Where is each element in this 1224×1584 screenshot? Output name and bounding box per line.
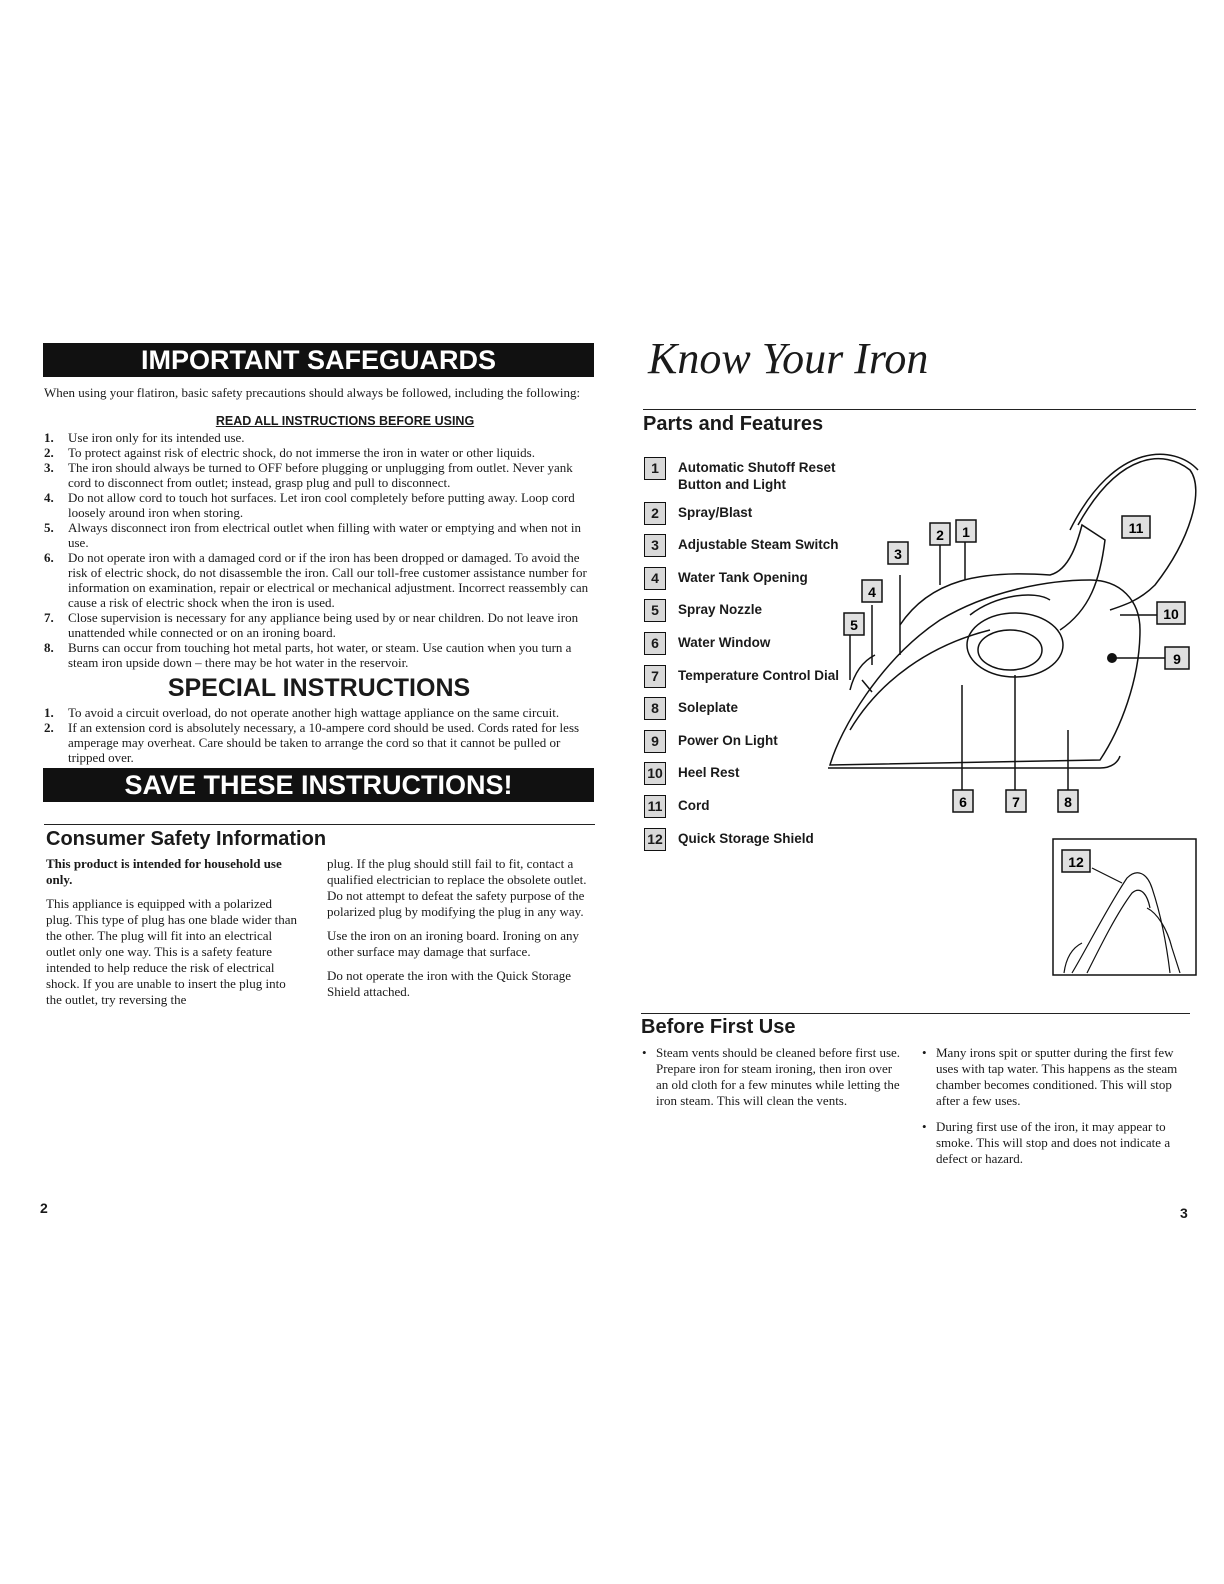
list-item: 11 Cord — [644, 795, 844, 828]
list-item: 4. Do not allow cord to touch hot surfaces. Let iron cool completely before putting away. Loop cord loosely around iron when storing. — [44, 490, 575, 520]
list-item: 8. Burns can occur from touching hot metal parts, hot water, or steam. Use caution when you turn a steam iron upside down – there may be hot water in the reservoir. — [44, 640, 572, 670]
divider — [641, 1013, 1190, 1014]
part-number-badge: 1 — [644, 457, 666, 480]
callout-2: 2 — [936, 527, 944, 543]
part-number-badge: 12 — [644, 828, 666, 851]
part-number-badge: 5 — [644, 599, 666, 622]
page-title: Know Your Iron — [648, 334, 929, 383]
list-item: 1 Automatic Shutoff Reset Button and Light — [644, 457, 844, 490]
list-item: 2. If an extension cord is absolutely necessary, a 10-ampere cord should be used. Cords rated for less amperage may overheat. Care should be taken to arrange the cord so that it cannot be pulled or tripped over. — [44, 720, 580, 765]
list-item: 10 Heel Rest — [644, 762, 844, 795]
part-number-badge: 4 — [644, 567, 666, 590]
list-item: 2 Spray/Blast — [644, 502, 844, 535]
callout-10: 10 — [1163, 606, 1179, 622]
divider — [44, 824, 595, 825]
storage-shield-diagram — [1052, 838, 1197, 976]
part-number-badge: 11 — [644, 795, 666, 818]
divider — [643, 409, 1196, 410]
before-col-1 — [642, 1045, 907, 1119]
list-item: 2. To protect against risk of electric shock, do not immerse the iron in water or other liquids. — [44, 445, 535, 460]
list-item: 6. Do not operate iron with a damaged cord or if the iron has been dropped or damaged. To avoid the risk of electric shock, do not disassemble the iron. Call our toll-free customer assistance number for information on examination, repair or electrical or mechanical adjustment. Incorrect reassembly can cause a risk of electric shock when the iron is used. — [44, 550, 589, 610]
safeguards-intro: When using your flatiron, basic safety precautions should always be followed, including the following: — [44, 385, 581, 400]
list-item: 3 Adjustable Steam Switch — [644, 534, 844, 567]
list-item: 8 Soleplate — [644, 697, 844, 730]
page-number-left: 2 — [40, 1200, 48, 1216]
list-item: 9 Power On Light — [644, 730, 844, 763]
callout-9: 9 — [1173, 651, 1181, 667]
part-number-badge: 6 — [644, 632, 666, 655]
callout-6: 6 — [959, 794, 967, 810]
paragraph: This product is intended for household use only. — [46, 856, 282, 887]
callout-3: 3 — [894, 546, 902, 562]
page-number-right: 3 — [1180, 1205, 1188, 1221]
part-number-badge: 9 — [644, 730, 666, 753]
consumer-col-1 — [46, 856, 298, 1016]
list-item: 1. To avoid a circuit overload, do not operate another high wattage appliance on the same circuit. — [44, 705, 560, 720]
read-all-instructions: READ ALL INSTRUCTIONS BEFORE USING — [215, 414, 475, 428]
list-item: 6 Water Window — [644, 632, 844, 665]
callout-11: 11 — [1128, 520, 1144, 536]
part-number-badge: 7 — [644, 665, 666, 688]
parts-list — [644, 457, 844, 860]
before-col-2 — [922, 1045, 1187, 1177]
list-item: 7. Close supervision is necessary for any appliance being used by or near children. Do not leave iron unattended while connected or on an ironing board. — [44, 610, 579, 640]
special-instructions-heading: SPECIAL INSTRUCTIONS — [167, 674, 471, 702]
consumer-safety-heading: Consumer Safety Information — [46, 828, 327, 850]
callout-1: 1 — [962, 524, 970, 540]
callout-12: 12 — [1068, 854, 1084, 870]
paragraph: Use the iron on an ironing board. Ironing on any other surface may damage that surface. — [327, 928, 580, 959]
list-item: 12 Quick Storage Shield — [644, 828, 844, 861]
callout-7: 7 — [1012, 794, 1020, 810]
list-item: 5 Spray Nozzle — [644, 599, 844, 632]
part-number-badge: 10 — [644, 762, 666, 785]
list-item: 4 Water Tank Opening — [644, 567, 844, 600]
iron-diagram — [820, 430, 1210, 830]
paragraph: This appliance is equipped with a polarized plug. This type of plug has one blade wider than the other. The plug will fit into an electrical outlet only one way. This is a safety feature intended to help reduce the risk of electrical shock. If you are unable to insert the plug into the outlet, try reversing the — [46, 896, 298, 1007]
bullet-item: • During first use of the iron, it may appear to smoke. This will stop and does not indicate a defect or hazard. — [922, 1119, 1187, 1167]
special-instructions-list — [44, 705, 594, 765]
save-instructions-banner: SAVE THESE INSTRUCTIONS! — [43, 768, 594, 802]
callout-8: 8 — [1064, 794, 1072, 810]
list-item: 1. Use iron only for its intended use. — [44, 430, 245, 445]
list-item: 3. The iron should always be turned to OFF before plugging or unplugging from outlet. Never yank cord to disconnect from outlet; instead, grasp plug and pull to disconnect. — [44, 460, 573, 490]
bullet-item: • Steam vents should be cleaned before first use. Prepare iron for steam ironing, then iron over an old cloth for a few minutes while letting the iron steam. This will clean the vents. — [642, 1045, 907, 1109]
callout-4: 4 — [868, 584, 876, 600]
list-item: 5. Always disconnect iron from electrical outlet when filling with water or emptying and when not in use. — [44, 520, 582, 550]
paragraph: Do not operate the iron with the Quick Storage Shield attached. — [327, 968, 572, 999]
paragraph: plug. If the plug should still fail to fit, contact a qualified electrician to replace the obsolete outlet. Do not attempt to defeat the safety purpose of the polarized plug by modifying the plug in any way. — [327, 856, 587, 919]
consumer-col-2 — [327, 856, 592, 1008]
list-item: 7 Temperature Control Dial — [644, 665, 844, 698]
part-number-badge: 8 — [644, 697, 666, 720]
part-number-badge: 2 — [644, 502, 666, 525]
important-safeguards-banner: IMPORTANT SAFEGUARDS — [43, 343, 594, 377]
part-number-badge: 3 — [644, 534, 666, 557]
before-first-use-heading: Before First Use — [641, 1016, 796, 1038]
bullet-item: • Many irons spit or sputter during the first few uses with tap water. This happens as the steam chamber becomes conditioned. This will stop after a few uses. — [922, 1045, 1187, 1109]
parts-features-heading: Parts and Features — [643, 413, 824, 435]
callout-5: 5 — [850, 617, 858, 633]
safeguards-list — [44, 430, 594, 670]
